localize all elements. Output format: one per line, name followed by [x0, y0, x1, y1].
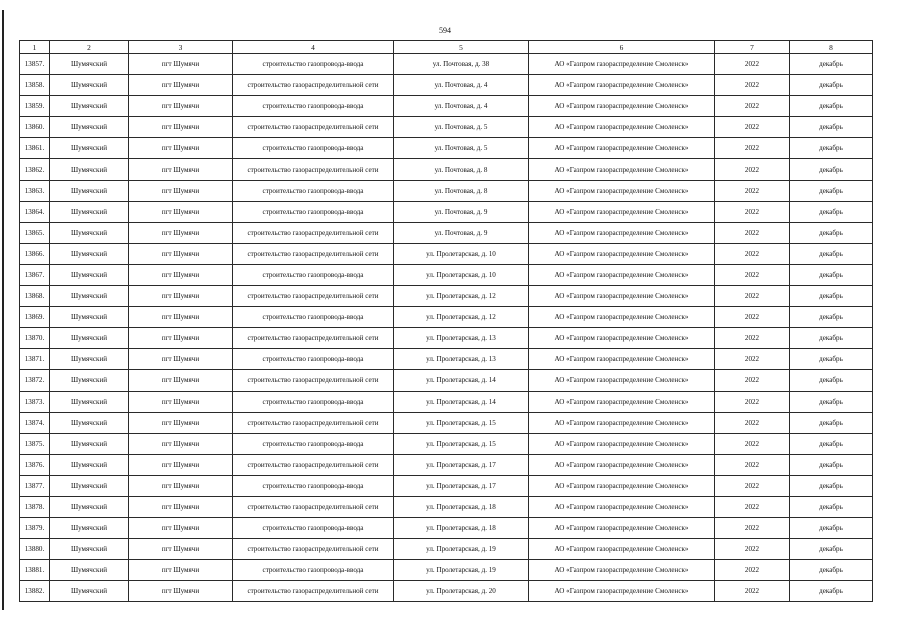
cell-settlement: пгт Шумячи — [129, 412, 233, 433]
cell-district: Шумячский — [50, 518, 129, 539]
cell-row-number: 13874. — [20, 412, 50, 433]
cell-work-type: строительство газораспределительной сети — [233, 581, 394, 602]
cell-address: ул. Пролетарская, д. 14 — [394, 370, 529, 391]
cell-month: декабрь — [790, 518, 873, 539]
cell-address: ул. Почтовая, д. 8 — [394, 159, 529, 180]
cell-district: Шумячский — [50, 222, 129, 243]
cell-settlement: пгт Шумячи — [129, 75, 233, 96]
cell-work-type: строительство газораспределительной сети — [233, 243, 394, 264]
cell-district: Шумячский — [50, 496, 129, 517]
cell-month: декабрь — [790, 349, 873, 370]
table-row — [20, 370, 873, 391]
cell-address: ул. Почтовая, д. 38 — [394, 54, 529, 75]
cell-month: декабрь — [790, 475, 873, 496]
table-row — [20, 328, 873, 349]
table-row — [20, 264, 873, 285]
cell-organization: АО «Газпром газораспределение Смоленск» — [529, 581, 715, 602]
cell-address: ул. Пролетарская, д. 17 — [394, 454, 529, 475]
cell-work-type: строительство газораспределительной сети — [233, 454, 394, 475]
cell-month: декабрь — [790, 412, 873, 433]
cell-work-type: строительство газораспределительной сети — [233, 412, 394, 433]
cell-work-type: строительство газопровода-ввода — [233, 54, 394, 75]
cell-row-number: 13862. — [20, 159, 50, 180]
table-row — [20, 75, 873, 96]
cell-row-number: 13877. — [20, 475, 50, 496]
cell-row-number: 13869. — [20, 307, 50, 328]
cell-year: 2022 — [715, 222, 790, 243]
table-row — [20, 454, 873, 475]
cell-organization: АО «Газпром газораспределение Смоленск» — [529, 307, 715, 328]
cell-row-number: 13863. — [20, 180, 50, 201]
cell-organization: АО «Газпром газораспределение Смоленск» — [529, 560, 715, 581]
cell-month: декабрь — [790, 581, 873, 602]
cell-row-number: 13866. — [20, 243, 50, 264]
cell-work-type: строительство газораспределительной сети — [233, 222, 394, 243]
table-row — [20, 539, 873, 560]
cell-address: ул. Пролетарская, д. 18 — [394, 496, 529, 517]
cell-row-number: 13880. — [20, 539, 50, 560]
cell-address: ул. Пролетарская, д. 15 — [394, 433, 529, 454]
cell-address: ул. Пролетарская, д. 15 — [394, 412, 529, 433]
cell-year: 2022 — [715, 370, 790, 391]
cell-organization: АО «Газпром газораспределение Смоленск» — [529, 264, 715, 285]
cell-address: ул. Пролетарская, д. 19 — [394, 539, 529, 560]
cell-year: 2022 — [715, 180, 790, 201]
cell-settlement: пгт Шумячи — [129, 560, 233, 581]
table-row — [20, 54, 873, 75]
cell-address: ул. Пролетарская, д. 19 — [394, 560, 529, 581]
cell-district: Шумячский — [50, 581, 129, 602]
column-header: 6 — [529, 41, 715, 54]
cell-organization: АО «Газпром газораспределение Смоленск» — [529, 159, 715, 180]
cell-district: Шумячский — [50, 54, 129, 75]
column-header: 2 — [50, 41, 129, 54]
table-row — [20, 286, 873, 307]
cell-row-number: 13867. — [20, 264, 50, 285]
column-header: 4 — [233, 41, 394, 54]
cell-work-type: строительство газопровода-ввода — [233, 307, 394, 328]
cell-settlement: пгт Шумячи — [129, 328, 233, 349]
cell-row-number: 13878. — [20, 496, 50, 517]
cell-month: декабрь — [790, 222, 873, 243]
cell-work-type: строительство газопровода-ввода — [233, 96, 394, 117]
cell-work-type: строительство газораспределительной сети — [233, 286, 394, 307]
cell-settlement: пгт Шумячи — [129, 138, 233, 159]
table-row — [20, 560, 873, 581]
cell-work-type: строительство газопровода-ввода — [233, 180, 394, 201]
cell-district: Шумячский — [50, 454, 129, 475]
cell-address: ул. Пролетарская, д. 14 — [394, 391, 529, 412]
cell-work-type: строительство газопровода-ввода — [233, 264, 394, 285]
cell-organization: АО «Газпром газораспределение Смоленск» — [529, 518, 715, 539]
cell-month: декабрь — [790, 496, 873, 517]
cell-organization: АО «Газпром газораспределение Смоленск» — [529, 412, 715, 433]
cell-address: ул. Пролетарская, д. 20 — [394, 581, 529, 602]
cell-organization: АО «Газпром газораспределение Смоленск» — [529, 454, 715, 475]
table-row — [20, 496, 873, 517]
cell-organization: АО «Газпром газораспределение Смоленск» — [529, 180, 715, 201]
cell-address: ул. Пролетарская, д. 12 — [394, 307, 529, 328]
cell-row-number: 13864. — [20, 201, 50, 222]
cell-organization: АО «Газпром газораспределение Смоленск» — [529, 201, 715, 222]
cell-row-number: 13872. — [20, 370, 50, 391]
cell-district: Шумячский — [50, 349, 129, 370]
cell-organization: АО «Газпром газораспределение Смоленск» — [529, 349, 715, 370]
left-margin-rule — [2, 10, 4, 610]
table-row — [20, 475, 873, 496]
cell-work-type: строительство газораспределительной сети — [233, 539, 394, 560]
table-body — [20, 41, 873, 602]
cell-row-number: 13875. — [20, 433, 50, 454]
cell-month: декабрь — [790, 307, 873, 328]
cell-settlement: пгт Шумячи — [129, 518, 233, 539]
cell-district: Шумячский — [50, 159, 129, 180]
cell-organization: АО «Газпром газораспределение Смоленск» — [529, 475, 715, 496]
cell-settlement: пгт Шумячи — [129, 180, 233, 201]
cell-organization: АО «Газпром газораспределение Смоленск» — [529, 117, 715, 138]
cell-organization: АО «Газпром газораспределение Смоленск» — [529, 496, 715, 517]
cell-settlement: пгт Шумячи — [129, 117, 233, 138]
cell-month: декабрь — [790, 264, 873, 285]
cell-settlement: пгт Шумячи — [129, 475, 233, 496]
cell-organization: АО «Газпром газораспределение Смоленск» — [529, 138, 715, 159]
cell-work-type: строительство газопровода-ввода — [233, 433, 394, 454]
table-row — [20, 159, 873, 180]
column-header: 1 — [20, 41, 50, 54]
cell-district: Шумячский — [50, 307, 129, 328]
cell-work-type: строительство газораспределительной сети — [233, 328, 394, 349]
cell-settlement: пгт Шумячи — [129, 264, 233, 285]
cell-work-type: строительство газопровода-ввода — [233, 201, 394, 222]
cell-organization: АО «Газпром газораспределение Смоленск» — [529, 433, 715, 454]
table-row — [20, 412, 873, 433]
cell-district: Шумячский — [50, 412, 129, 433]
cell-address: ул. Почтовая, д. 4 — [394, 96, 529, 117]
cell-address: ул. Пролетарская, д. 10 — [394, 243, 529, 264]
cell-organization: АО «Газпром газораспределение Смоленск» — [529, 539, 715, 560]
cell-address: ул. Пролетарская, д. 10 — [394, 264, 529, 285]
cell-settlement: пгт Шумячи — [129, 243, 233, 264]
cell-month: декабрь — [790, 54, 873, 75]
cell-row-number: 13870. — [20, 328, 50, 349]
table-row — [20, 433, 873, 454]
cell-settlement: пгт Шумячи — [129, 349, 233, 370]
cell-work-type: строительство газопровода-ввода — [233, 475, 394, 496]
cell-row-number: 13861. — [20, 138, 50, 159]
cell-work-type: строительство газопровода-ввода — [233, 518, 394, 539]
cell-district: Шумячский — [50, 539, 129, 560]
table-row — [20, 307, 873, 328]
cell-year: 2022 — [715, 349, 790, 370]
cell-row-number: 13859. — [20, 96, 50, 117]
cell-month: декабрь — [790, 180, 873, 201]
cell-settlement: пгт Шумячи — [129, 222, 233, 243]
cell-settlement: пгт Шумячи — [129, 201, 233, 222]
cell-organization: АО «Газпром газораспределение Смоленск» — [529, 54, 715, 75]
cell-year: 2022 — [715, 560, 790, 581]
table-row — [20, 96, 873, 117]
cell-address: ул. Пролетарская, д. 17 — [394, 475, 529, 496]
cell-row-number: 13860. — [20, 117, 50, 138]
cell-settlement: пгт Шумячи — [129, 496, 233, 517]
cell-month: декабрь — [790, 159, 873, 180]
column-header: 5 — [394, 41, 529, 54]
column-header: 8 — [790, 41, 873, 54]
cell-year: 2022 — [715, 581, 790, 602]
cell-settlement: пгт Шумячи — [129, 54, 233, 75]
cell-address: ул. Пролетарская, д. 12 — [394, 286, 529, 307]
cell-year: 2022 — [715, 412, 790, 433]
cell-district: Шумячский — [50, 286, 129, 307]
cell-settlement: пгт Шумячи — [129, 391, 233, 412]
cell-year: 2022 — [715, 96, 790, 117]
cell-organization: АО «Газпром газораспределение Смоленск» — [529, 391, 715, 412]
cell-settlement: пгт Шумячи — [129, 581, 233, 602]
cell-settlement: пгт Шумячи — [129, 286, 233, 307]
cell-organization: АО «Газпром газораспределение Смоленск» — [529, 75, 715, 96]
cell-district: Шумячский — [50, 328, 129, 349]
cell-row-number: 13882. — [20, 581, 50, 602]
cell-year: 2022 — [715, 243, 790, 264]
cell-address: ул. Пролетарская, д. 13 — [394, 328, 529, 349]
cell-year: 2022 — [715, 475, 790, 496]
cell-address: ул. Пролетарская, д. 18 — [394, 518, 529, 539]
table-row — [20, 391, 873, 412]
cell-year: 2022 — [715, 454, 790, 475]
cell-work-type: строительство газораспределительной сети — [233, 117, 394, 138]
cell-year: 2022 — [715, 117, 790, 138]
cell-district: Шумячский — [50, 370, 129, 391]
cell-address: ул. Почтовая, д. 4 — [394, 75, 529, 96]
cell-year: 2022 — [715, 159, 790, 180]
cell-year: 2022 — [715, 496, 790, 517]
cell-work-type: строительство газопровода-ввода — [233, 138, 394, 159]
cell-settlement: пгт Шумячи — [129, 539, 233, 560]
cell-month: декабрь — [790, 539, 873, 560]
cell-settlement: пгт Шумячи — [129, 370, 233, 391]
cell-district: Шумячский — [50, 201, 129, 222]
cell-row-number: 13871. — [20, 349, 50, 370]
cell-month: декабрь — [790, 433, 873, 454]
cell-year: 2022 — [715, 328, 790, 349]
table-row — [20, 222, 873, 243]
cell-organization: АО «Газпром газораспределение Смоленск» — [529, 96, 715, 117]
cell-row-number: 13879. — [20, 518, 50, 539]
cell-work-type: строительство газопровода-ввода — [233, 349, 394, 370]
cell-month: декабрь — [790, 138, 873, 159]
cell-work-type: строительство газопровода-ввода — [233, 391, 394, 412]
cell-district: Шумячский — [50, 475, 129, 496]
cell-settlement: пгт Шумячи — [129, 454, 233, 475]
cell-year: 2022 — [715, 75, 790, 96]
cell-row-number: 13858. — [20, 75, 50, 96]
cell-work-type: строительство газопровода-ввода — [233, 560, 394, 581]
cell-district: Шумячский — [50, 560, 129, 581]
cell-month: декабрь — [790, 243, 873, 264]
cell-year: 2022 — [715, 391, 790, 412]
cell-month: декабрь — [790, 454, 873, 475]
cell-organization: АО «Газпром газораспределение Смоленск» — [529, 286, 715, 307]
cell-year: 2022 — [715, 264, 790, 285]
cell-row-number: 13876. — [20, 454, 50, 475]
cell-district: Шумячский — [50, 243, 129, 264]
table-row — [20, 581, 873, 602]
cell-district: Шумячский — [50, 96, 129, 117]
table-row — [20, 349, 873, 370]
table-row — [20, 243, 873, 264]
registry-table — [19, 40, 873, 602]
cell-month: декабрь — [790, 391, 873, 412]
cell-month: декабрь — [790, 75, 873, 96]
cell-address: ул. Почтовая, д. 9 — [394, 222, 529, 243]
cell-row-number: 13868. — [20, 286, 50, 307]
cell-year: 2022 — [715, 286, 790, 307]
cell-year: 2022 — [715, 138, 790, 159]
cell-district: Шумячский — [50, 75, 129, 96]
cell-district: Шумячский — [50, 180, 129, 201]
cell-month: декабрь — [790, 96, 873, 117]
cell-district: Шумячский — [50, 391, 129, 412]
cell-settlement: пгт Шумячи — [129, 307, 233, 328]
cell-settlement: пгт Шумячи — [129, 96, 233, 117]
cell-work-type: строительство газораспределительной сети — [233, 496, 394, 517]
column-header: 7 — [715, 41, 790, 54]
column-number-header-row — [20, 41, 873, 54]
cell-month: декабрь — [790, 370, 873, 391]
cell-district: Шумячский — [50, 117, 129, 138]
cell-month: декабрь — [790, 201, 873, 222]
cell-organization: АО «Газпром газораспределение Смоленск» — [529, 243, 715, 264]
cell-address: ул. Почтовая, д. 9 — [394, 201, 529, 222]
cell-work-type: строительство газораспределительной сети — [233, 75, 394, 96]
column-header: 3 — [129, 41, 233, 54]
page-number: 594 — [439, 26, 451, 35]
cell-organization: АО «Газпром газораспределение Смоленск» — [529, 370, 715, 391]
cell-organization: АО «Газпром газораспределение Смоленск» — [529, 222, 715, 243]
cell-year: 2022 — [715, 54, 790, 75]
cell-year: 2022 — [715, 518, 790, 539]
cell-settlement: пгт Шумячи — [129, 433, 233, 454]
cell-address: ул. Пролетарская, д. 13 — [394, 349, 529, 370]
cell-year: 2022 — [715, 433, 790, 454]
table-row — [20, 117, 873, 138]
cell-year: 2022 — [715, 539, 790, 560]
table-row — [20, 518, 873, 539]
table-row — [20, 180, 873, 201]
cell-district: Шумячский — [50, 138, 129, 159]
cell-address: ул. Почтовая, д. 8 — [394, 180, 529, 201]
table-row — [20, 138, 873, 159]
cell-row-number: 13873. — [20, 391, 50, 412]
cell-district: Шумячский — [50, 264, 129, 285]
cell-district: Шумячский — [50, 433, 129, 454]
cell-organization: АО «Газпром газораспределение Смоленск» — [529, 328, 715, 349]
cell-year: 2022 — [715, 201, 790, 222]
cell-address: ул. Почтовая, д. 5 — [394, 117, 529, 138]
cell-address: ул. Почтовая, д. 5 — [394, 138, 529, 159]
cell-row-number: 13881. — [20, 560, 50, 581]
cell-row-number: 13857. — [20, 54, 50, 75]
cell-month: декабрь — [790, 560, 873, 581]
table-row — [20, 201, 873, 222]
cell-month: декабрь — [790, 286, 873, 307]
cell-work-type: строительство газораспределительной сети — [233, 370, 394, 391]
cell-settlement: пгт Шумячи — [129, 159, 233, 180]
cell-year: 2022 — [715, 307, 790, 328]
cell-month: декабрь — [790, 328, 873, 349]
cell-month: декабрь — [790, 117, 873, 138]
cell-work-type: строительство газораспределительной сети — [233, 159, 394, 180]
cell-row-number: 13865. — [20, 222, 50, 243]
